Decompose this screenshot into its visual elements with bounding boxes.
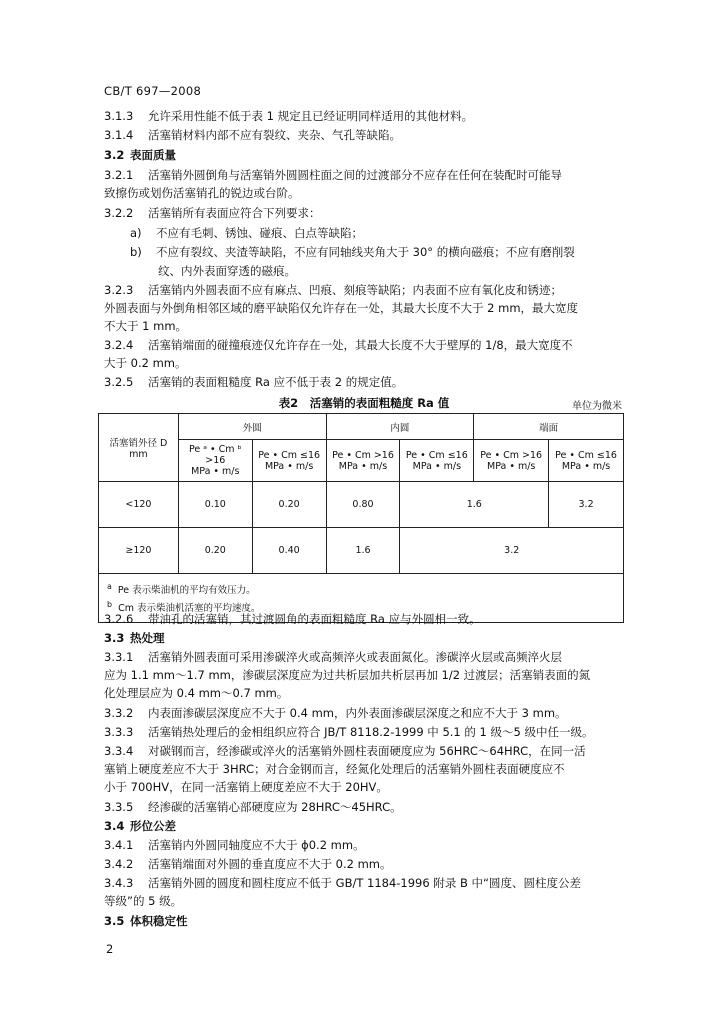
- clause-3-4-3: 3.4.3 活塞销外圆的圆度和圆柱度应不低于 GB/T 1184-1996 附录 B 中“圆度、圆柱度公差: [104, 876, 582, 890]
- clause-3-2-6: 3.2.6 带油孔的活塞销，其过渡圆角的表面粗糙度 Ra 应与外圆相一致。: [104, 612, 481, 626]
- subhead: Pe • Cm >16 MPa • m/s: [474, 440, 549, 482]
- section-3-4-heading: 3.4 形位公差: [104, 819, 176, 833]
- clause-3-3-4-cont: 塞销上硬度差应不大于 3HRC；对合金钢而言，经氮化处理后的活塞销外圆柱表面硬度应不: [104, 762, 565, 776]
- list-item-b: b) 不应有裂纹、夹渣等缺陷，不应有同轴线夹角大于 30° 的横向磁痕；不应有磨削裂: [130, 245, 575, 259]
- clause-3-2-2: 3.2.2 活塞销所有表面应符合下列要求：: [104, 206, 321, 220]
- clause-3-3-4-cont2: 小于 700HV，在同一活塞销上硬度差应不大于 20HV。: [104, 780, 388, 794]
- list-item-b-cont: 纹、内外表面穿透的磁痕。: [158, 264, 296, 278]
- subhead: Pe • Cm >16 MPa • m/s: [326, 440, 400, 482]
- clause-3-4-2: 3.4.2 活塞销端面对外圆的垂直度应不大于 0.2 mm。: [104, 857, 392, 871]
- clause-3-1-4: 3.1.4 活塞销材料内部不应有裂纹、夹杂、气孔等缺陷。: [104, 128, 401, 142]
- clause-3-2-4-cont: 大于 0.2 mm。: [104, 356, 187, 370]
- page-number: 2: [106, 942, 114, 956]
- subhead: Pe • Cm ≤16 MPa • m/s: [549, 440, 624, 482]
- outer-diameter-header: 活塞销外径 D mm: [99, 414, 179, 482]
- subhead: Pe ᵃ • Cm ᵇ >16 MPa • m/s: [178, 440, 252, 482]
- clause-3-3-1: 3.3.1 活塞销外圆表面可采用渗碳淬火或高频淬火或表面氮化。渗碳淬火层或高频淬火层: [104, 650, 562, 664]
- clause-3-3-3: 3.3.3 活塞销热处理后的金相组织应符合 JB/T 8118.2-1999 中 5.1 的 1 级～5 级中任一级。: [104, 725, 594, 739]
- table-notes: $^a$ Pe 表示柴油机的平均有效压力。 $^b$ Cm 表示柴油机活塞的平均速度。: [99, 574, 624, 623]
- clause-3-3-4: 3.3.4 对碳钢而言，经渗碳或淬火的活塞销外圆柱表面硬度应为 56HRC～64HRC，在同一活: [104, 744, 586, 758]
- table-unit: 单位为微米: [572, 401, 622, 412]
- section-3-2-heading: 3.2 表面质量: [104, 148, 176, 162]
- section-3-5-heading: 3.5 体积稳定性: [104, 914, 188, 928]
- subhead: Pe • Cm ≤16 MPa • m/s: [252, 440, 326, 482]
- clause-3-2-3-cont2: 不大于 1 mm。: [104, 319, 188, 333]
- clause-3-2-5: 3.2.5 活塞销的表面粗糙度 Ra 应不低于表 2 的规定值。: [104, 375, 404, 389]
- section-3-3-heading: 3.3 热处理: [104, 631, 165, 645]
- clause-3-2-1-cont: 致擦伤或划伤活塞销孔的锐边或台阶。: [104, 186, 300, 200]
- clause-3-2-4: 3.2.4 活塞销端面的碰撞痕迹仅允许存在一处，其最大长度不大于壁厚的 1/8，最大宽度不: [104, 338, 573, 352]
- roughness-table: [98, 413, 624, 623]
- standard-number: CB/T 697—2008: [104, 84, 202, 98]
- clause-3-2-3-cont: 外圆表面与外倒角相邻区域的磨平缺陷仅允许存在一处，其最大长度不大于 2 mm，最大宽度: [104, 301, 579, 315]
- clause-3-3-1-cont2: 化处理层应为 0.4 mm～0.7 mm。: [104, 686, 289, 700]
- group-outer: 外圆: [178, 414, 326, 440]
- group-inner: 内圆: [326, 414, 474, 440]
- clause-3-2-3: 3.2.3 活塞销内外圆表面不应有麻点、凹痕、刻痕等缺陷；内表面不应有氧化皮和锈迹；: [104, 283, 562, 297]
- clause-3-3-2: 3.3.2 内表面渗碳层深度应不大于 0.4 mm，内外表面渗碳层深度之和应不大于 3 mm。: [104, 706, 567, 720]
- subhead: Pe • Cm ≤16 MPa • m/s: [400, 440, 474, 482]
- table-row: <120 0.10 0.20 0.80 1.6 3.2: [99, 482, 624, 528]
- table-row: ≥120 0.20 0.40 1.6 3.2: [99, 528, 624, 574]
- clause-3-4-1: 3.4.1 活塞销内外圆同轴度应不大于 ϕ0.2 mm。: [104, 838, 365, 852]
- clause-3-3-1-cont: 应为 1.1 mm～1.7 mm，渗碳层深度应为过共析层加共析层再加 1/2 过渡层；活塞销表面的氮: [104, 668, 591, 682]
- group-end: 端面: [474, 414, 624, 440]
- table-caption: 表2 活塞销的表面粗糙度 Ra 值: [278, 396, 450, 410]
- clause-3-4-3-cont: 等级”的 5 级。: [104, 894, 183, 908]
- clause-3-1-3: 3.1.3 允许采用性能不低于表 1 规定且已经证明同样适用的其他材料。: [104, 109, 474, 123]
- list-item-a: a) 不应有毛刺、锈蚀、碰痕、白点等缺陷；: [130, 226, 363, 240]
- clause-3-3-5: 3.3.5 经渗碳的活塞销心部硬度应为 28HRC～45HRC。: [104, 800, 402, 814]
- clause-3-2-1: 3.2.1 活塞销外圆倒角与活塞销外圆圆柱面之间的过渡部分不应存在任何在装配时可能导: [104, 168, 562, 182]
